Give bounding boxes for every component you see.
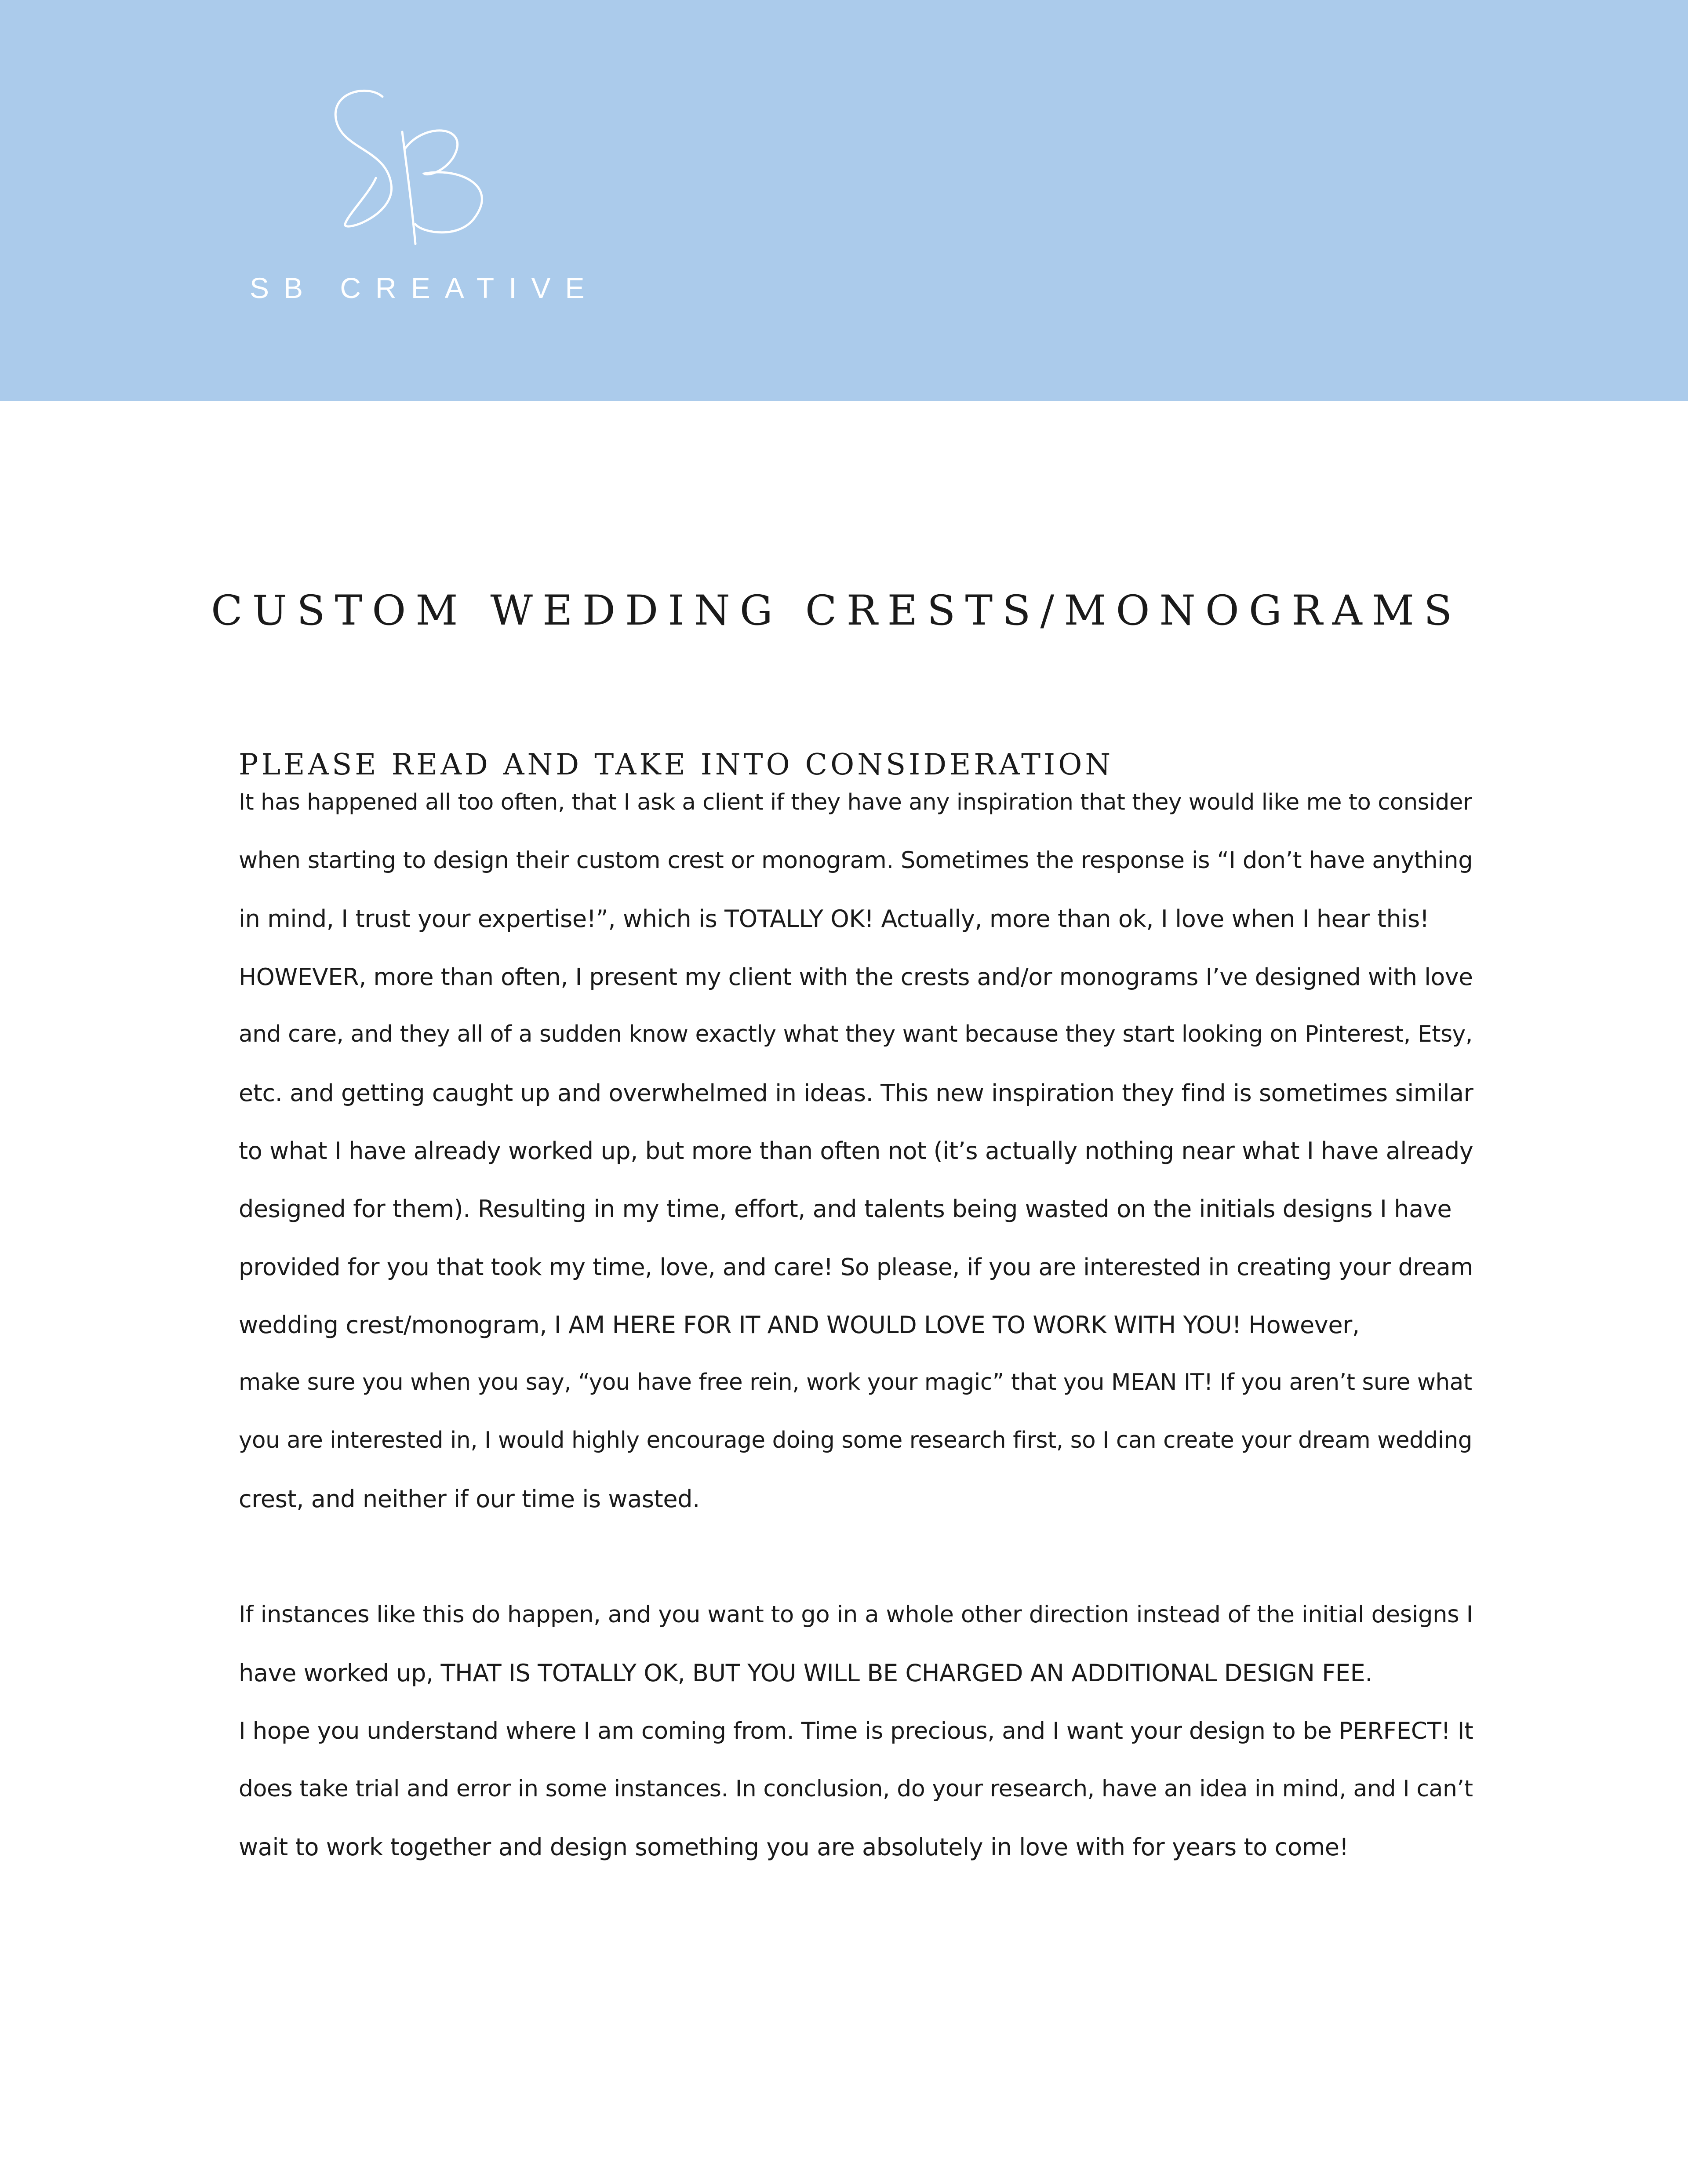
sb-monogram-logo [325,84,501,255]
paragraph-line: in mind, I trust your expertise!”, which is TOTALLY OK! Actually, more than ok, I love when I hear this! [239,905,1429,933]
paragraph-line: etc. and getting caught up and overwhelmed in ideas. This new inspiration they find is sometimes similar [239,1079,1473,1107]
page-title: CUSTOM WEDDING CRESTS/MONOGRAMS [211,586,1462,635]
paragraph-line: crest, and neither if our time is wasted. [239,1485,700,1513]
paragraph-line: I hope you understand where I am coming from. Time is precious, and I want your design to be PERFECT! It [239,1718,1473,1744]
paragraph-line: and care, and they all of a sudden know exactly what they want because they start looking on Pinterest, Etsy, [239,1021,1473,1047]
paragraph-line: designed for them). Resulting in my time, effort, and talents being wasted on the initials designs I have [239,1195,1452,1223]
paragraph-line: you are interested in, I would highly encourage doing some research first, so I can create your dream wedding [239,1427,1473,1454]
paragraph-line: It has happened all too often, that I ask a client if they have any inspiration that they would like me to consider [239,789,1472,815]
paragraph-line: make sure you when you say, “you have free rein, work your magic” that you MEAN IT! If you aren’t sure what [239,1369,1472,1395]
paragraph-line: HOWEVER, more than often, I present my client with the crests and/or monograms I’ve designed with love [239,963,1473,991]
paragraph-line: wait to work together and design something you are absolutely in love with for years to come! [239,1833,1349,1861]
brand-name: SB CREATIVE [250,272,599,304]
paragraph-line: If instances like this do happen, and you want to go in a whole other direction instead of the initial designs I [239,1601,1473,1628]
section-heading: PLEASE READ AND TAKE INTO CONSIDERATION [239,747,1114,781]
paragraph-line: when starting to design their custom crest or monogram. Sometimes the response is “I don’t have anything [239,847,1473,874]
paragraph-line: have worked up, THAT IS TOTALLY OK, BUT YOU WILL BE CHARGED AN ADDITIONAL DESIGN FEE. [239,1659,1373,1687]
paragraph-line: to what I have already worked up, but more than often not (it’s actually nothing near what I have already [239,1137,1473,1165]
header-banner [0,0,1688,401]
paragraph-line: wedding crest/monogram, I AM HERE FOR IT AND WOULD LOVE TO WORK WITH YOU! However, [239,1311,1360,1339]
paragraph-line: does take trial and error in some instances. In conclusion, do your research, have an idea in mind, and I can’t [239,1776,1473,1802]
paragraph-line: provided for you that took my time, love, and care! So please, if you are interested in creating your dream [239,1253,1473,1281]
